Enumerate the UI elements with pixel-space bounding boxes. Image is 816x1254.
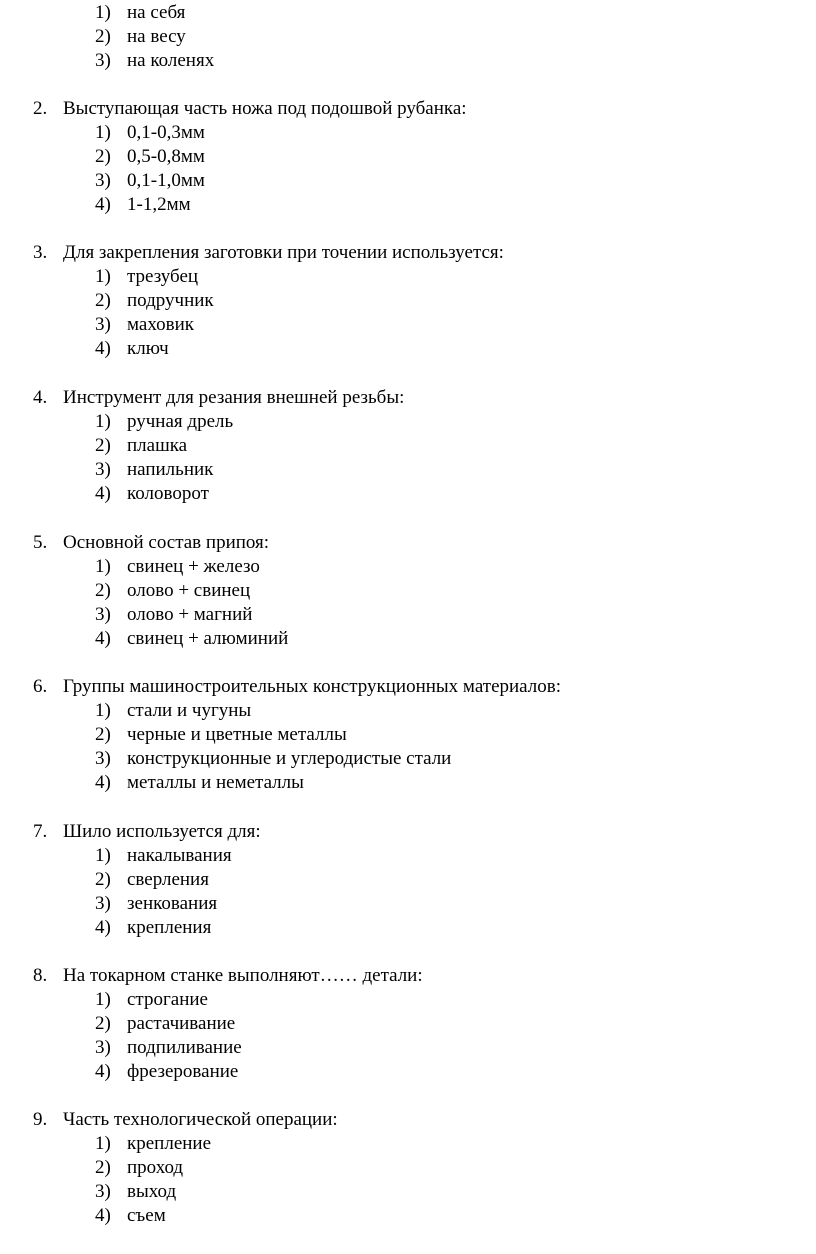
option-number: 3) xyxy=(95,604,111,625)
question-number: 8. xyxy=(33,965,48,986)
option-line xyxy=(0,169,816,193)
question-line xyxy=(0,820,816,844)
option-number: 2) xyxy=(95,580,111,601)
option-line xyxy=(0,145,816,169)
option-line xyxy=(0,1060,816,1084)
option-line xyxy=(0,337,816,361)
option-number: 3) xyxy=(95,314,111,335)
option-line xyxy=(0,434,816,458)
option-line xyxy=(0,723,816,747)
question-text: Выступающая часть ножа под подошвой рубанка: xyxy=(63,98,467,119)
question-8 xyxy=(0,964,816,1084)
option-text: черные и цветные металлы xyxy=(127,724,347,745)
option-number: 2) xyxy=(95,435,111,456)
option-line xyxy=(0,1132,816,1156)
option-text: плашка xyxy=(127,435,188,456)
option-number: 1) xyxy=(95,845,111,866)
option-number: 4) xyxy=(95,917,111,938)
option-line xyxy=(0,49,816,73)
option-number: 1) xyxy=(95,1133,111,1154)
option-text: подручник xyxy=(127,290,214,311)
option-text: свинец + алюминий xyxy=(127,628,289,649)
option-text: конструкционные и углеродистые стали xyxy=(127,748,452,769)
question-text: Шило используется для: xyxy=(63,821,261,842)
option-line xyxy=(0,1204,816,1228)
option-line xyxy=(0,121,816,145)
option-line xyxy=(0,579,816,603)
option-text: растачивание xyxy=(127,1013,236,1034)
option-number: 1) xyxy=(95,266,111,287)
option-text: 1-1,2мм xyxy=(127,194,191,215)
option-line xyxy=(0,868,816,892)
option-number: 2) xyxy=(95,146,111,167)
option-number: 4) xyxy=(95,194,111,215)
question-text: Группы машиностроительных конструкционных материалов: xyxy=(63,676,561,697)
question-number: 6. xyxy=(33,676,48,697)
option-text: напильник xyxy=(127,459,214,480)
option-number: 1) xyxy=(95,989,111,1010)
question-number: 5. xyxy=(33,532,48,553)
question-text: Основной состав припоя: xyxy=(63,532,270,553)
option-line xyxy=(0,699,816,723)
option-line xyxy=(0,265,816,289)
option-text: крепления xyxy=(127,917,212,938)
option-line xyxy=(0,1036,816,1060)
option-text: выход xyxy=(127,1181,177,1202)
option-text: зенкования xyxy=(127,893,218,914)
option-text: свинец + железо xyxy=(127,556,260,577)
question-6 xyxy=(0,675,816,795)
question-5 xyxy=(0,531,816,651)
option-text: олово + магний xyxy=(127,604,253,625)
option-line xyxy=(0,892,816,916)
option-number: 1) xyxy=(95,2,111,23)
question-number: 2. xyxy=(33,98,48,119)
option-text: накалывания xyxy=(127,845,232,866)
question-2 xyxy=(0,97,816,217)
question-line xyxy=(0,386,816,410)
option-text: олово + свинец xyxy=(127,580,251,601)
question-9 xyxy=(0,1108,816,1228)
option-line xyxy=(0,482,816,506)
option-number: 4) xyxy=(95,1205,111,1226)
option-text: на весу xyxy=(127,26,186,47)
question-line xyxy=(0,531,816,555)
option-line xyxy=(0,603,816,627)
question-line xyxy=(0,1108,816,1132)
question-3 xyxy=(0,241,816,361)
option-text: съем xyxy=(127,1205,166,1226)
question-7 xyxy=(0,820,816,940)
option-number: 3) xyxy=(95,1181,111,1202)
option-line xyxy=(0,747,816,771)
option-text: ручная дрель xyxy=(127,411,234,432)
option-line xyxy=(0,916,816,940)
question-number: 7. xyxy=(33,821,48,842)
question-4 xyxy=(0,386,816,506)
option-number: 4) xyxy=(95,628,111,649)
option-number: 1) xyxy=(95,122,111,143)
option-number: 1) xyxy=(95,411,111,432)
option-text: маховик xyxy=(127,314,194,335)
option-number: 3) xyxy=(95,1037,111,1058)
question-number: 3. xyxy=(33,242,48,263)
option-line xyxy=(0,458,816,482)
option-text: крепление xyxy=(127,1133,212,1154)
option-line xyxy=(0,627,816,651)
option-text: проход xyxy=(127,1157,184,1178)
option-number: 3) xyxy=(95,893,111,914)
option-line xyxy=(0,289,816,313)
option-line xyxy=(0,410,816,434)
option-text: 0,1-0,3мм xyxy=(127,122,205,143)
option-number: 4) xyxy=(95,483,111,504)
option-line xyxy=(0,555,816,579)
question-text: На токарном станке выполняют…… детали: xyxy=(63,965,423,986)
option-number: 3) xyxy=(95,459,111,480)
option-text: коловорот xyxy=(127,483,209,504)
option-text: подпиливание xyxy=(127,1037,242,1058)
question-number: 4. xyxy=(33,387,48,408)
question-line xyxy=(0,675,816,699)
question-line xyxy=(0,964,816,988)
option-number: 2) xyxy=(95,1157,111,1178)
option-text: стали и чугуны xyxy=(127,700,252,721)
question-text: Инструмент для резания внешней резьбы: xyxy=(63,387,405,408)
question-line xyxy=(0,97,816,121)
option-line xyxy=(0,988,816,1012)
option-line xyxy=(0,1180,816,1204)
option-line xyxy=(0,1156,816,1180)
question-number: 9. xyxy=(33,1109,48,1130)
option-number: 2) xyxy=(95,869,111,890)
option-number: 2) xyxy=(95,1013,111,1034)
option-line xyxy=(0,1012,816,1036)
option-number: 1) xyxy=(95,556,111,577)
option-line xyxy=(0,844,816,868)
option-line xyxy=(0,25,816,49)
option-text: строгание xyxy=(127,989,208,1010)
option-number: 2) xyxy=(95,290,111,311)
option-number: 2) xyxy=(95,724,111,745)
option-number: 3) xyxy=(95,170,111,191)
option-text: ключ xyxy=(127,338,169,359)
option-line xyxy=(0,771,816,795)
option-line xyxy=(0,1,816,25)
option-number: 4) xyxy=(95,772,111,793)
question-line xyxy=(0,241,816,265)
option-number: 4) xyxy=(95,338,111,359)
option-line xyxy=(0,313,816,337)
option-text: 0,1-1,0мм xyxy=(127,170,205,191)
option-text: 0,5-0,8мм xyxy=(127,146,205,167)
option-number: 3) xyxy=(95,50,111,71)
option-line xyxy=(0,193,816,217)
option-text: на коленях xyxy=(127,50,215,71)
option-text: сверления xyxy=(127,869,209,890)
question-text: Для закрепления заготовки при точении используется: xyxy=(63,242,504,263)
option-text: трезубец xyxy=(127,266,199,287)
option-number: 3) xyxy=(95,748,111,769)
option-number: 1) xyxy=(95,700,111,721)
option-number: 4) xyxy=(95,1061,111,1082)
option-text: на себя xyxy=(127,2,186,23)
carryover-options xyxy=(0,1,816,73)
option-text: металлы и неметаллы xyxy=(127,772,304,793)
option-number: 2) xyxy=(95,26,111,47)
question-text: Часть технологической операции: xyxy=(63,1109,338,1130)
option-text: фрезерование xyxy=(127,1061,239,1082)
